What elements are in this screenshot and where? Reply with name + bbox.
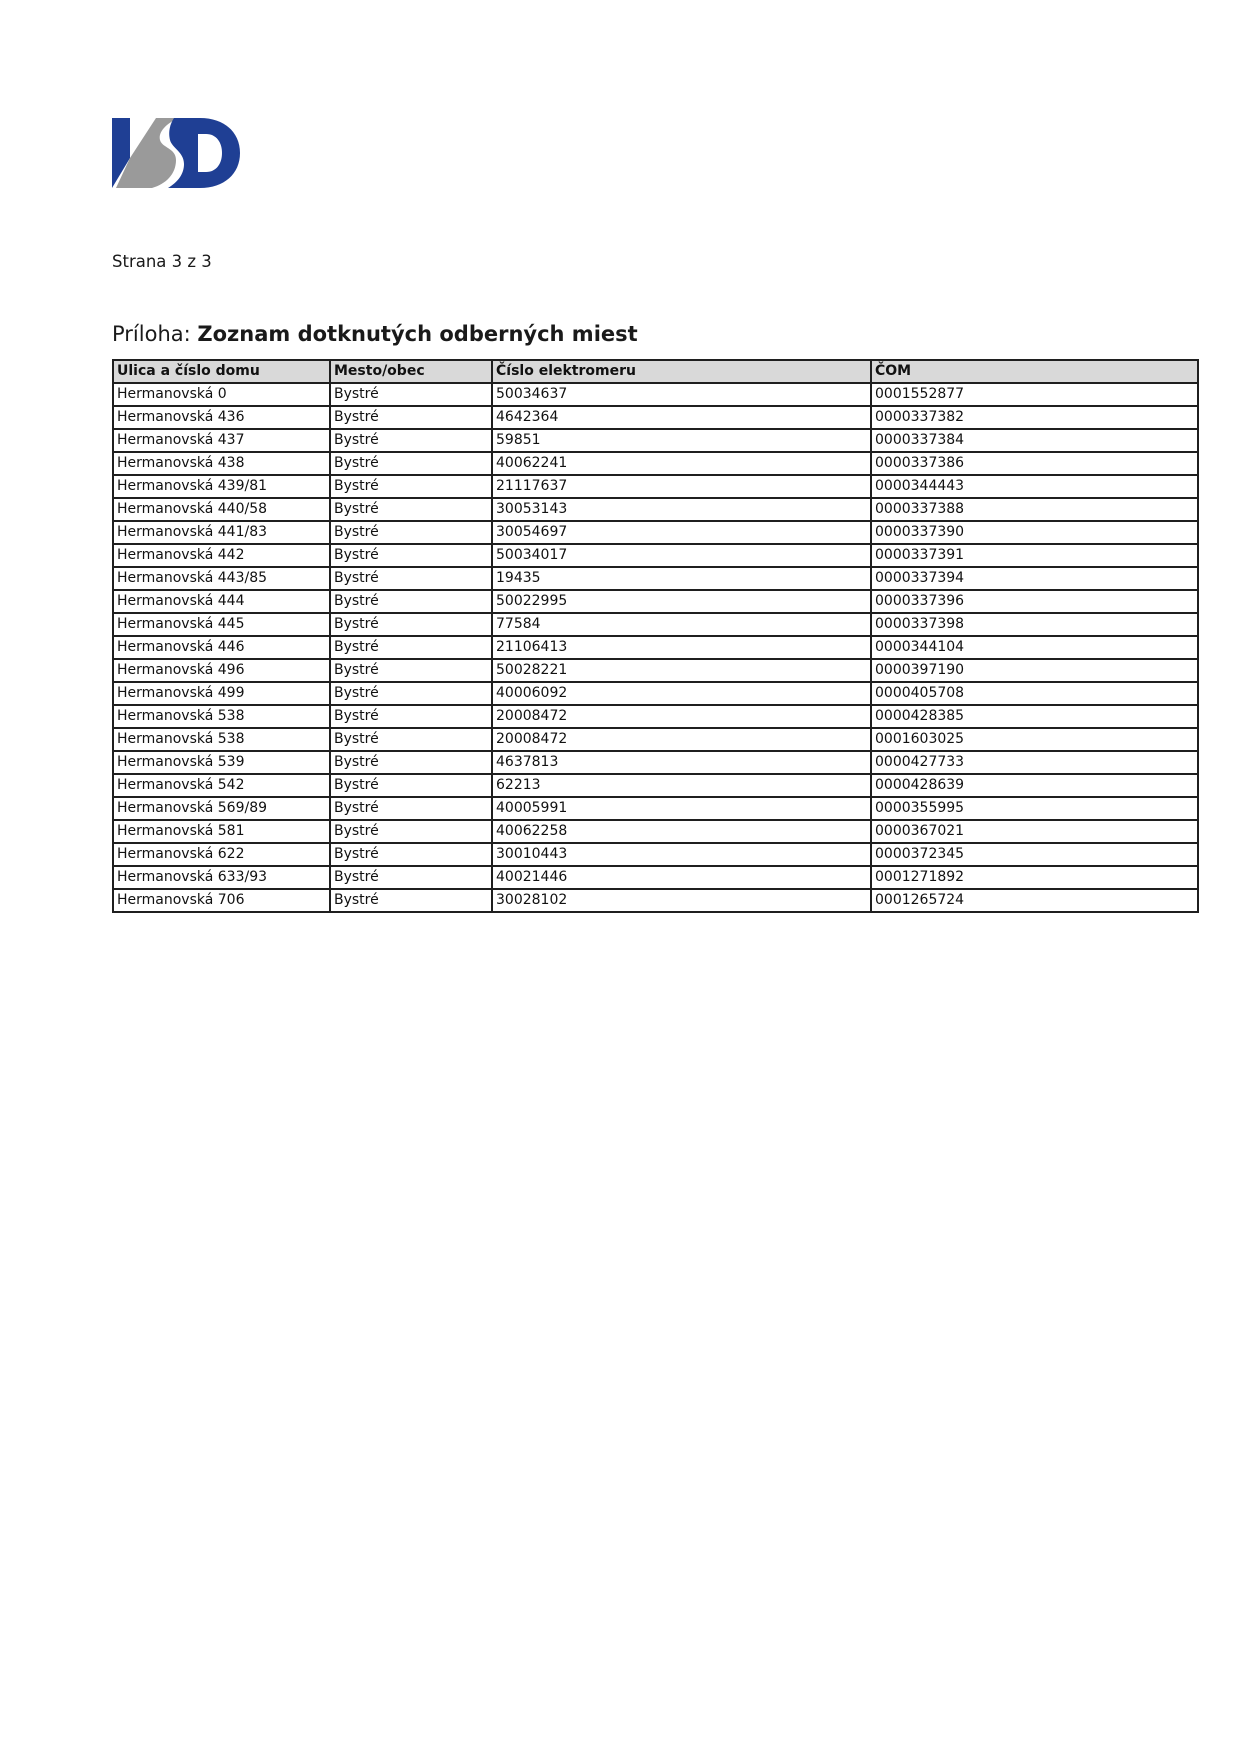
cell-street: Hermanovská 633/93 bbox=[113, 866, 330, 889]
cell-city: Bystré bbox=[330, 383, 492, 406]
cell-meter-number: 62213 bbox=[492, 774, 871, 797]
table-row bbox=[113, 659, 1198, 682]
cell-street: Hermanovská 496 bbox=[113, 659, 330, 682]
table-header-row bbox=[113, 360, 1198, 383]
cell-street: Hermanovská 442 bbox=[113, 544, 330, 567]
table-row bbox=[113, 797, 1198, 820]
cell-street: Hermanovská 706 bbox=[113, 889, 330, 912]
cell-meter-number: 21117637 bbox=[492, 475, 871, 498]
cell-city: Bystré bbox=[330, 728, 492, 751]
cell-city: Bystré bbox=[330, 567, 492, 590]
header-meter-number: Číslo elektromeru bbox=[492, 360, 871, 383]
cell-city: Bystré bbox=[330, 774, 492, 797]
records-table bbox=[112, 359, 1199, 913]
cell-street: Hermanovská 441/83 bbox=[113, 521, 330, 544]
table-row bbox=[113, 843, 1198, 866]
cell-meter-number: 30053143 bbox=[492, 498, 871, 521]
cell-meter-number: 4637813 bbox=[492, 751, 871, 774]
cell-com: 0001265724 bbox=[871, 889, 1198, 912]
page-number: Strana 3 z 3 bbox=[112, 252, 212, 271]
cell-street: Hermanovská 440/58 bbox=[113, 498, 330, 521]
cell-street: Hermanovská 622 bbox=[113, 843, 330, 866]
table-row bbox=[113, 774, 1198, 797]
cell-com: 0000337396 bbox=[871, 590, 1198, 613]
cell-com: 0000428639 bbox=[871, 774, 1198, 797]
cell-com: 0000355995 bbox=[871, 797, 1198, 820]
cell-com: 0000337398 bbox=[871, 613, 1198, 636]
vsd-logo bbox=[112, 118, 240, 188]
cell-com: 0000337388 bbox=[871, 498, 1198, 521]
cell-street: Hermanovská 569/89 bbox=[113, 797, 330, 820]
cell-meter-number: 30028102 bbox=[492, 889, 871, 912]
cell-com: 0000337394 bbox=[871, 567, 1198, 590]
cell-com: 0000397190 bbox=[871, 659, 1198, 682]
cell-city: Bystré bbox=[330, 682, 492, 705]
cell-meter-number: 40021446 bbox=[492, 866, 871, 889]
cell-street: Hermanovská 0 bbox=[113, 383, 330, 406]
cell-city: Bystré bbox=[330, 889, 492, 912]
table-row bbox=[113, 636, 1198, 659]
cell-com: 0000337382 bbox=[871, 406, 1198, 429]
cell-meter-number: 59851 bbox=[492, 429, 871, 452]
cell-meter-number: 4642364 bbox=[492, 406, 871, 429]
cell-meter-number: 50034637 bbox=[492, 383, 871, 406]
table-row bbox=[113, 475, 1198, 498]
header-com: ČOM bbox=[871, 360, 1198, 383]
table-row bbox=[113, 521, 1198, 544]
cell-city: Bystré bbox=[330, 590, 492, 613]
table-row bbox=[113, 820, 1198, 843]
title-prefix: Príloha: bbox=[112, 322, 198, 346]
cell-meter-number: 20008472 bbox=[492, 728, 871, 751]
table-row bbox=[113, 544, 1198, 567]
cell-meter-number: 77584 bbox=[492, 613, 871, 636]
cell-street: Hermanovská 443/85 bbox=[113, 567, 330, 590]
cell-city: Bystré bbox=[330, 521, 492, 544]
table-row bbox=[113, 682, 1198, 705]
table-row bbox=[113, 705, 1198, 728]
cell-street: Hermanovská 446 bbox=[113, 636, 330, 659]
table-row bbox=[113, 406, 1198, 429]
cell-com: 0000344443 bbox=[871, 475, 1198, 498]
table-row bbox=[113, 889, 1198, 912]
cell-city: Bystré bbox=[330, 705, 492, 728]
cell-com: 0000337384 bbox=[871, 429, 1198, 452]
cell-street: Hermanovská 445 bbox=[113, 613, 330, 636]
table-row bbox=[113, 728, 1198, 751]
cell-com: 0000337386 bbox=[871, 452, 1198, 475]
cell-city: Bystré bbox=[330, 751, 492, 774]
cell-com: 0001603025 bbox=[871, 728, 1198, 751]
cell-meter-number: 21106413 bbox=[492, 636, 871, 659]
cell-city: Bystré bbox=[330, 613, 492, 636]
cell-com: 0000337390 bbox=[871, 521, 1198, 544]
table-row bbox=[113, 613, 1198, 636]
cell-meter-number: 40005991 bbox=[492, 797, 871, 820]
cell-street: Hermanovská 499 bbox=[113, 682, 330, 705]
cell-street: Hermanovská 542 bbox=[113, 774, 330, 797]
cell-com: 0000372345 bbox=[871, 843, 1198, 866]
cell-meter-number: 30054697 bbox=[492, 521, 871, 544]
header-street: Ulica a číslo domu bbox=[113, 360, 330, 383]
cell-street: Hermanovská 538 bbox=[113, 705, 330, 728]
cell-city: Bystré bbox=[330, 406, 492, 429]
cell-city: Bystré bbox=[330, 498, 492, 521]
cell-com: 0000405708 bbox=[871, 682, 1198, 705]
cell-street: Hermanovská 436 bbox=[113, 406, 330, 429]
cell-city: Bystré bbox=[330, 866, 492, 889]
cell-meter-number: 19435 bbox=[492, 567, 871, 590]
cell-city: Bystré bbox=[330, 843, 492, 866]
cell-com: 0000428385 bbox=[871, 705, 1198, 728]
cell-meter-number: 30010443 bbox=[492, 843, 871, 866]
cell-street: Hermanovská 444 bbox=[113, 590, 330, 613]
cell-city: Bystré bbox=[330, 797, 492, 820]
cell-city: Bystré bbox=[330, 820, 492, 843]
cell-meter-number: 20008472 bbox=[492, 705, 871, 728]
table-row bbox=[113, 429, 1198, 452]
table-row bbox=[113, 866, 1198, 889]
cell-city: Bystré bbox=[330, 636, 492, 659]
cell-street: Hermanovská 539 bbox=[113, 751, 330, 774]
table-row bbox=[113, 590, 1198, 613]
cell-city: Bystré bbox=[330, 475, 492, 498]
cell-meter-number: 40062258 bbox=[492, 820, 871, 843]
header-city: Mesto/obec bbox=[330, 360, 492, 383]
cell-city: Bystré bbox=[330, 544, 492, 567]
table-row bbox=[113, 567, 1198, 590]
cell-com: 0000337391 bbox=[871, 544, 1198, 567]
cell-city: Bystré bbox=[330, 429, 492, 452]
title-main: Zoznam dotknutých odberných miest bbox=[197, 322, 638, 346]
cell-street: Hermanovská 581 bbox=[113, 820, 330, 843]
cell-com: 0000367021 bbox=[871, 820, 1198, 843]
page-title bbox=[112, 322, 638, 346]
cell-city: Bystré bbox=[330, 452, 492, 475]
cell-street: Hermanovská 439/81 bbox=[113, 475, 330, 498]
cell-street: Hermanovská 437 bbox=[113, 429, 330, 452]
cell-meter-number: 50022995 bbox=[492, 590, 871, 613]
cell-meter-number: 40006092 bbox=[492, 682, 871, 705]
cell-meter-number: 50028221 bbox=[492, 659, 871, 682]
table-row bbox=[113, 498, 1198, 521]
cell-city: Bystré bbox=[330, 659, 492, 682]
table-body bbox=[113, 383, 1198, 912]
cell-street: Hermanovská 438 bbox=[113, 452, 330, 475]
cell-com: 0001552877 bbox=[871, 383, 1198, 406]
cell-meter-number: 40062241 bbox=[492, 452, 871, 475]
table-row bbox=[113, 751, 1198, 774]
cell-com: 0001271892 bbox=[871, 866, 1198, 889]
table-row bbox=[113, 383, 1198, 406]
table-row bbox=[113, 452, 1198, 475]
cell-com: 0000427733 bbox=[871, 751, 1198, 774]
cell-com: 0000344104 bbox=[871, 636, 1198, 659]
cell-street: Hermanovská 538 bbox=[113, 728, 330, 751]
cell-meter-number: 50034017 bbox=[492, 544, 871, 567]
